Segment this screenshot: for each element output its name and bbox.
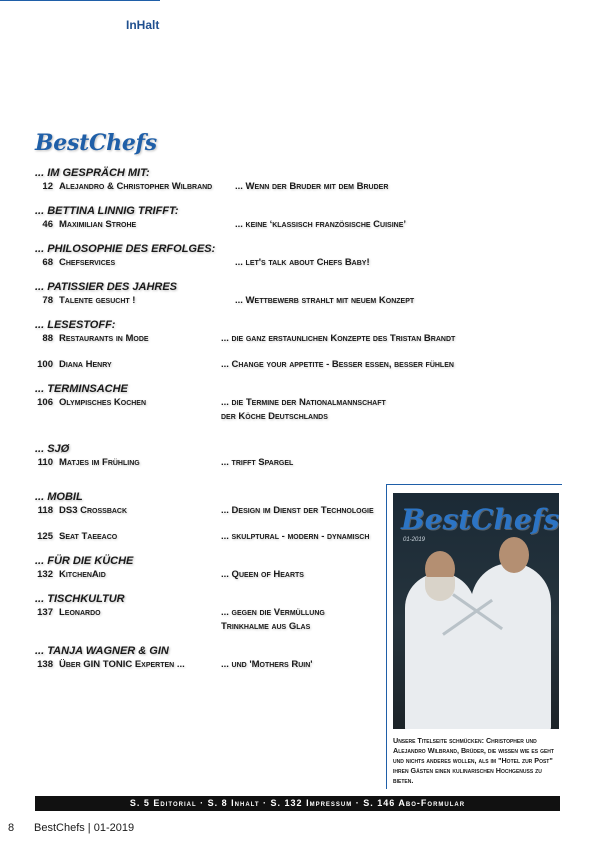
toc-entry-title: DS3 Crossback xyxy=(59,505,128,516)
toc-page-number: 106 xyxy=(37,397,53,408)
toc-entry-title: Restaurants in Mode xyxy=(59,333,149,344)
toc-section-title: ... PHILOSOPHIE DES ERFOLGES: xyxy=(35,243,216,255)
toc-entry[interactable] xyxy=(35,358,475,372)
toc-entry-title: KitchenAid xyxy=(59,569,106,580)
toc-section xyxy=(35,204,475,232)
toc-entry-title: Leonardo xyxy=(59,607,101,618)
page-number: 8 xyxy=(8,822,15,834)
toc-entry[interactable] xyxy=(35,218,475,232)
cover-image xyxy=(393,493,559,729)
toc-entry-description: ... gegen die Vermüllung Trinkhalme aus Glas xyxy=(221,607,325,632)
toc-entry[interactable] xyxy=(35,294,475,308)
toc-entry-description: ... keine ‘klassisch französische Cuisine’ xyxy=(235,219,407,230)
footer-nav-bar: S. 5 Editorial · S. 8 Inhalt · S. 132 Impressum · S. 146 Abo-Formular xyxy=(35,796,560,811)
issue-label: BestChefs | 01-2019 xyxy=(34,822,135,834)
toc-section xyxy=(35,280,475,308)
toc-entry-title: Über GIN TONIC Experten ... xyxy=(59,659,185,670)
toc-entry-description: ... Change your appetite - Besser essen, besser fühlen xyxy=(221,359,454,370)
toc-entry-description: ... die ganz erstaunlichen Konzepte des Tristan Brandt xyxy=(221,333,456,344)
toc-section-title: ... TISCHKULTUR xyxy=(35,593,125,605)
toc-entry[interactable] xyxy=(35,256,475,270)
cover-title: BestChefs xyxy=(401,503,559,536)
header-rule xyxy=(0,0,160,1)
toc-section xyxy=(35,318,475,372)
toc-entry-description: ... Wenn der Bruder mit dem Bruder xyxy=(235,181,389,192)
chef-head-right xyxy=(499,537,529,573)
toc-section-title: ... SJØ xyxy=(35,443,70,455)
toc-entry-title: Diana Henry xyxy=(59,359,112,370)
chef-figure-right xyxy=(471,563,551,729)
toc-page-number: 100 xyxy=(37,359,53,370)
toc-page-number: 46 xyxy=(42,219,53,230)
toc-section-title: ... LESESTOFF: xyxy=(35,319,116,331)
toc-page-number: 118 xyxy=(37,505,53,516)
toc-section xyxy=(35,442,475,470)
toc-entry-title: Olympisches Kochen xyxy=(59,397,147,408)
toc-page-number: 132 xyxy=(37,569,53,580)
toc-entry-description: ... let's talk about Chefs Baby! xyxy=(235,257,370,268)
toc-section-title: ... PATISSIER DES JAHRES xyxy=(35,281,178,293)
toc-section xyxy=(35,382,475,424)
toc-page-number: 88 xyxy=(42,333,53,344)
toc-entry-description: ... trifft Spargel xyxy=(221,457,294,468)
toc-section-title: ... MOBIL xyxy=(35,491,83,503)
toc-entry[interactable] xyxy=(35,180,475,194)
magazine-logo: BestChefs xyxy=(35,130,157,156)
toc-entry-title: Matjes im Frühling xyxy=(59,457,140,468)
toc-entry-title: Talente gesucht ! xyxy=(59,295,136,306)
toc-entry-title: Seat Taeeaco xyxy=(59,531,118,542)
toc-section-title: ... TANJA WAGNER & GIN xyxy=(35,645,169,657)
toc-entry-description: ... die Termine der Nationalmannschaft der Köche Deutschlands xyxy=(221,397,386,422)
toc-page-number: 78 xyxy=(42,295,53,306)
toc-entry-description: ... und 'Mothers Ruin' xyxy=(221,659,313,670)
toc-page-number: 137 xyxy=(37,607,53,618)
toc-entry-title: Maximilian Strohe xyxy=(59,219,137,230)
toc-section xyxy=(35,166,475,194)
toc-entry-description: ... skulptural - modern - dynamisch xyxy=(221,531,370,542)
toc-entry-description: ... Wettbewerb strahlt mit neuem Konzept xyxy=(235,295,415,306)
toc-entry-title: Chefservices xyxy=(59,257,116,268)
cover-issue: 01-2019 xyxy=(403,537,426,543)
toc-page-number: 110 xyxy=(37,457,53,468)
toc-section-title: ... IM GESPRÄCH MIT: xyxy=(35,167,150,179)
toc-page-number: 68 xyxy=(42,257,53,268)
toc-page-number: 125 xyxy=(37,531,53,542)
toc-section xyxy=(35,242,475,270)
cover-caption: Unsere Titelseite schmücken: Christopher und Alejandro Wilbrand, Brüder, die wissen wie es geht und nichts anderes wollen, als im "Hotel zur Post" ihren Gästen einen kulinarischen Hochgenuss zu bieten. xyxy=(393,736,554,785)
toc-entry-title: Alejandro & Christopher Wilbrand xyxy=(59,181,213,192)
toc-entry-description: ... Queen of Hearts xyxy=(221,569,304,580)
toc-entry[interactable] xyxy=(35,396,475,424)
toc-page-number: 12 xyxy=(42,181,53,192)
toc-section-title: ... BETTINA LINNIG TRIFFT: xyxy=(35,205,179,217)
toc-section-title: ... FÜR DIE KÜCHE xyxy=(35,555,134,567)
toc-entry[interactable] xyxy=(35,332,475,346)
toc-entry-description: ... Design im Dienst der Technologie xyxy=(221,505,374,516)
toc-section-title: ... TERMINSACHE xyxy=(35,383,128,395)
toc-entry[interactable] xyxy=(35,456,475,470)
toc-page-number: 138 xyxy=(37,659,53,670)
page-title: InHalt xyxy=(126,18,160,32)
